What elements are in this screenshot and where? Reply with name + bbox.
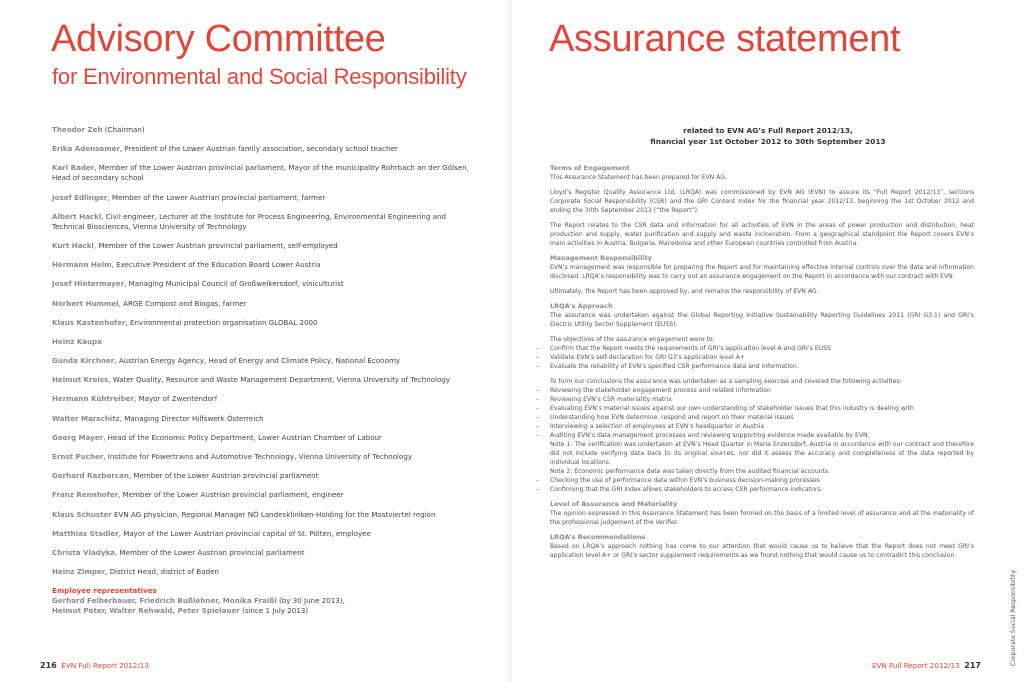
section-side-label: Corporate Social Responsibility	[1010, 569, 1017, 666]
committee-member	[52, 452, 472, 462]
section-heading: Management Responsibility	[550, 254, 652, 262]
member-name: Hermann Helm	[52, 260, 112, 270]
member-description: , Member of the Lower Austrian provincial parliament	[128, 471, 319, 481]
member-description: , Member of the Lower Austrian provincial parliament	[114, 547, 305, 557]
page-number: 217	[964, 661, 981, 670]
assurance-scope-heading	[512, 126, 1024, 147]
member-name: Klaus Kastenhofer	[52, 317, 126, 327]
section-heading: LRQA’s Recommendations	[550, 533, 646, 541]
member-description: , Managing Municipal Council of Großweikersdorf, viniculturist	[124, 279, 344, 289]
list-item: – Confirm that the Report meets the requirements of GRI’s application level A and GRI’s EUSS	[550, 344, 974, 353]
member-description: , Member of the Lower Austrian provincial parliament, engineer	[118, 490, 344, 500]
paragraph: The objectives of the assurance engagement were to:	[550, 336, 715, 343]
member-name: Hermann Kühtreiber	[52, 394, 134, 404]
committee-member	[52, 125, 472, 135]
committee-member	[52, 433, 472, 443]
committee-member	[52, 471, 472, 481]
activities-list	[550, 386, 974, 494]
member-description: , Executive President of the Education Board Lower Austria	[111, 260, 321, 270]
committee-member	[52, 260, 472, 270]
scope-line-2: financial year 1st October 2012 to 30th September 2013	[650, 136, 886, 146]
member-description: , Austrian Energy Agency, Head of Energy and Climate Policy, National Economy	[114, 356, 401, 366]
member-name: Helmut Kroiss	[52, 375, 109, 385]
committee-member	[52, 337, 472, 347]
assurance-statement-title: Assurance statement	[549, 18, 901, 60]
committee-member	[52, 529, 472, 539]
member-description: , Head of the Economic Policy Department, Lower Austrian Chamber of Labour	[103, 432, 382, 442]
section-heading: LRQA’s Approach	[550, 302, 613, 310]
employee-representatives-line	[52, 596, 472, 606]
member-description: , Water Quality, Resource and Waste Management Department, Vienna University of Technology	[108, 375, 451, 385]
member-name: Christa Vladyka	[52, 547, 115, 557]
list-item: – Understanding how EVN determine, respond and report on their material issues	[550, 413, 974, 422]
committee-member	[52, 394, 472, 404]
member-description: , Mayor of the Lower Austrian provincial capital of St. Pölten, employee	[118, 528, 371, 538]
member-description: , ARGE Compost and Biogas, farmer	[118, 298, 247, 308]
section-heading: Level of Assurance and Materiality	[550, 500, 678, 508]
note: Note 2: Economic performance data was taken directly from the audited financial accounts.	[550, 468, 831, 475]
list-item: – Interviewing a selection of employees at EVN’s headquarter in Austria	[550, 422, 974, 431]
member-description: , Institute for Powertrains and Automotive Technology, Vienna University of Technology	[103, 452, 413, 461]
committee-member	[52, 299, 472, 309]
paragraph: Ultimately, the Report has been approved by, and remains the responsibility of EVN AG.	[550, 288, 819, 295]
member-description: , President of the Lower Austrian family association, secondary school teacher	[119, 144, 398, 154]
member-name: Franz Rennhofer	[52, 490, 119, 500]
committee-member	[52, 548, 472, 558]
committee-member	[52, 510, 472, 520]
member-name: Josef Edlinger	[52, 192, 108, 202]
scope-line-1: related to EVN AG’s Full Report 2012/13,	[683, 126, 853, 135]
employee-representatives-heading: Employee representatives	[52, 586, 157, 596]
paragraph: To form our conclusions the assurance was undertaken as a sampling exercise and covered the following activities:	[550, 378, 902, 385]
paragraph: The assurance was undertaken against the Global Reporting Initiative Sustainability Reporting Guidelines 2011 (GRI G3.1) and GRI’s Electric Utility Sector Supplement (EUSS).	[550, 312, 974, 328]
objectives-list	[550, 344, 974, 371]
list-item: – Reviewing the stakeholder engagement process and related information	[550, 386, 974, 395]
committee-member	[52, 356, 472, 366]
committee-member	[52, 193, 472, 203]
member-description: , Environmental protection organisation GLOBAL 2000	[125, 317, 318, 327]
member-description: , Member of the Lower Austrian provincial parliament, farmer	[107, 192, 326, 202]
list-item: – Confirming that the GRI index allows stakeholders to access CSR performance indicators.	[550, 485, 974, 494]
committee-member	[52, 163, 472, 183]
advisory-committee-title: Advisory Committee	[51, 18, 386, 60]
committee-member-list	[52, 125, 472, 616]
footer-report-name: EVN Full Report 2012/13	[872, 661, 960, 670]
assurance-statement-body	[550, 164, 974, 566]
list-item: – Validate EVN’s self-declaration for GRI G3’s application level A+	[550, 353, 974, 362]
paragraph: EVN’s management was responsible for preparing the Report and for maintaining effective internal controls over the data and information disclosed. LRQA’s responsibility was to carry out an assurance engagement on the Report in accordance with our contract with EVN.	[550, 264, 974, 280]
committee-member	[52, 567, 472, 577]
member-description: EVN AG physician, Regional Manager NÖ Landeskliniken-Holding for the Mostviertel region	[111, 509, 436, 519]
member-description: (Chairman)	[102, 125, 145, 134]
member-name: Erika Adensamer	[52, 144, 120, 154]
footer-report-name: EVN Full Report 2012/13	[61, 661, 149, 670]
member-name: Albert Hackl	[52, 211, 102, 221]
committee-member	[52, 144, 472, 154]
committee-member	[52, 212, 472, 232]
page-number: 216	[40, 661, 57, 670]
paragraph: The Report relates to the CSR data and information for all activities of EVN in the areas of power production and distribution, heat production and supply, water purification and supply and waste incineration. From a geographical standpoint the Report covers EVN’s main activities in Austria, Bulgaria, Macedonia and other European countries controlled from Austria.	[550, 222, 974, 247]
list-item: – Evaluate the reliability of EVN’s specified CSR performance data and information.	[550, 362, 974, 371]
committee-member	[52, 375, 472, 385]
member-name: Klaus Schuster	[52, 509, 112, 519]
member-name: Norbert Hummel	[52, 298, 119, 308]
note: Note 1: The verification was undertaken at EVN’s Head Quarter in Maria Enzersdorf, Austria in accordance with our contract and therefore did not include verifying data back to its original sources, nor did it assess the accuracy and completeness of the data reported by individual locations.	[550, 441, 974, 466]
member-name: Matthias Stadler	[52, 528, 119, 538]
member-name: Walter Marschitz	[52, 413, 120, 423]
employee-names: Helmut Peter, Walter Rehwald, Peter Spielauer	[52, 606, 240, 616]
member-name: Georg Mayer	[52, 432, 104, 442]
member-description: , Managing Director Hilfswerk Österreich	[119, 413, 264, 423]
member-name: Karl Bader	[52, 163, 95, 173]
employee-period: (since 1 July 2013)	[239, 606, 309, 616]
employee-period: (by 30 June 2013),	[276, 596, 345, 606]
member-name: Heinz Zimper	[52, 567, 106, 577]
paragraph: Based on LRQA’s approach nothing has come to our attention that would cause us to believe that the Report does not meet GRI’s application level A+ or GRI’s sector supplement requirements as we found nothing that would cause us to contradict this conclusion.	[550, 543, 974, 559]
member-name: Josef Hintermayer	[52, 279, 125, 289]
committee-member	[52, 241, 472, 251]
list-item: – Reviewing EVN’s CSR materiality matrix	[550, 395, 974, 404]
member-name: Kurt Hackl	[52, 240, 94, 250]
member-name: Gerhard Razborcan	[52, 471, 129, 481]
member-name: Ernst Pucher	[52, 452, 104, 461]
member-description: , District Head, district of Baden	[105, 567, 219, 577]
committee-member	[52, 414, 472, 424]
paragraph: This Assurance Statement has been prepared for EVN AG.	[550, 174, 727, 181]
advisory-committee-subtitle: for Environmental and Social Responsibility	[52, 64, 467, 89]
member-name: Theodor Zeh	[52, 125, 103, 134]
list-item: – Evaluating EVN’s material issues against our own understanding of stakeholder issues that this industry is dealing with	[550, 404, 974, 413]
paragraph: The opinion expressed in this Assurance Statement has been formed on the basis of a limited level of assurance and at the materiality of the professional judgement of the Verifier.	[550, 510, 974, 526]
member-description: , Mayor of Zwentendorf	[134, 394, 218, 404]
employee-names: Gerhard Felberbauer, Friedrich Bußlehner, Monika Fraißl	[52, 596, 277, 606]
list-item: – Auditing EVN’s data management processes and reviewing supporting evidence made available by EVN.	[550, 431, 974, 440]
right-page-footer	[872, 661, 981, 670]
paragraph: Lloyd’s Register Quality Assurance Ltd. (LRQA) was commissioned by EVN AG (EVN) to assure its “Full Report 2012/13”, sections Corporate Social Responsibility (CSR) and the GRI Content Index for the financial year 2012/13, beginning the 1st October 2012 and ending the 30th September 2013 (“the Report”).	[550, 189, 974, 214]
member-description: , Civil engineer, Lecturer at the Institute for Process Engineering, Environmental Engineering and Technical Biosciences, Vienna University of Technology	[52, 211, 446, 231]
committee-member	[52, 490, 472, 500]
employee-representatives-line	[52, 606, 472, 616]
list-item: – Checking the use of performance data within EVN’s business decision-making processes	[550, 476, 974, 485]
member-name: Heinz Kaupa	[52, 336, 103, 346]
committee-member	[52, 318, 472, 328]
left-page-footer	[40, 661, 149, 670]
section-heading: Terms of Engagement	[550, 164, 630, 172]
member-name: Gunda Kirchner	[52, 356, 115, 366]
member-description: , Member of the Lower Austrian provincial parliament, Mayor of the municipality Rohrbach an der Gölsen, Head of secondary school	[52, 163, 469, 183]
member-description: , Member of the Lower Austrian provincial parliament, self-employed	[93, 240, 338, 250]
committee-member	[52, 279, 472, 289]
